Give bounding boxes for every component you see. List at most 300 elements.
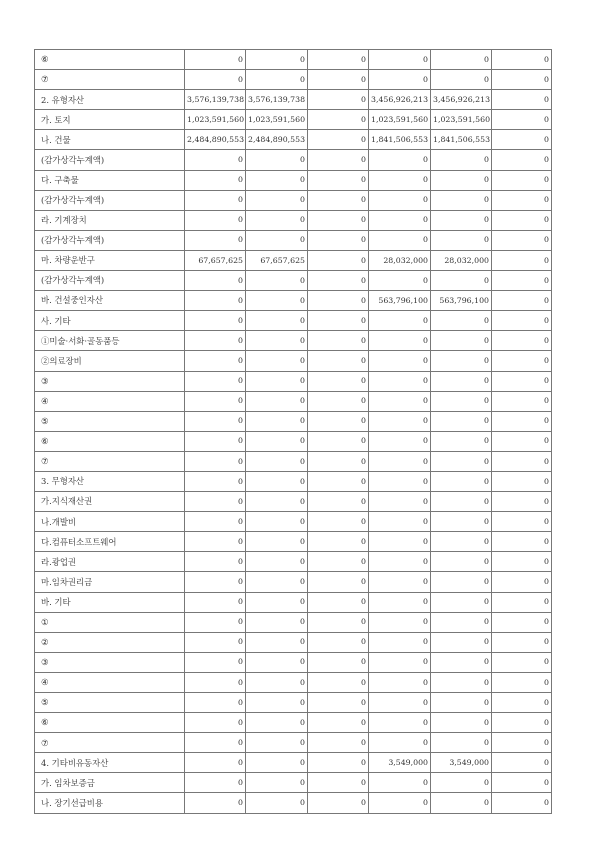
- value-cell: 0: [492, 733, 552, 753]
- table-row: [35, 753, 552, 773]
- value-cell: 0: [369, 492, 431, 512]
- row-label: 라. 기계장치: [35, 210, 185, 230]
- value-cell: 0: [492, 110, 552, 130]
- row-label: 마.임차권리금: [35, 572, 185, 592]
- value-cell: 0: [369, 793, 431, 813]
- value-cell: 0: [369, 391, 431, 411]
- table-row: [35, 672, 552, 692]
- value-cell: 0: [246, 170, 308, 190]
- value-cell: 0: [431, 512, 492, 532]
- value-cell: 0: [246, 652, 308, 672]
- table-row: [35, 371, 552, 391]
- value-cell: 0: [185, 793, 246, 813]
- value-cell: 0: [308, 150, 369, 170]
- row-label: 나.개발비: [35, 512, 185, 532]
- table-row: [35, 331, 552, 351]
- value-cell: 0: [492, 411, 552, 431]
- value-cell: 0: [369, 150, 431, 170]
- value-cell: 1,023,591,560: [431, 110, 492, 130]
- value-cell: 0: [308, 391, 369, 411]
- value-cell: 0: [308, 652, 369, 672]
- value-cell: 0: [369, 652, 431, 672]
- value-cell: 0: [246, 411, 308, 431]
- value-cell: 0: [431, 371, 492, 391]
- value-cell: 0: [431, 230, 492, 250]
- value-cell: 0: [492, 652, 552, 672]
- value-cell: 0: [492, 713, 552, 733]
- value-cell: 0: [246, 693, 308, 713]
- row-label: ③: [35, 371, 185, 391]
- value-cell: 0: [308, 271, 369, 291]
- value-cell: 0: [369, 210, 431, 230]
- value-cell: 0: [185, 652, 246, 672]
- value-cell: 0: [185, 431, 246, 451]
- value-cell: 0: [185, 471, 246, 491]
- value-cell: 0: [369, 572, 431, 592]
- value-cell: 0: [246, 672, 308, 692]
- table-row: [35, 311, 552, 331]
- value-cell: 0: [431, 492, 492, 512]
- value-cell: 563,796,100: [431, 291, 492, 311]
- value-cell: 0: [185, 693, 246, 713]
- value-cell: 0: [369, 170, 431, 190]
- row-label: 사. 기타: [35, 311, 185, 331]
- table-row: [35, 210, 552, 230]
- value-cell: 0: [308, 572, 369, 592]
- value-cell: 0: [492, 331, 552, 351]
- value-cell: 0: [185, 512, 246, 532]
- value-cell: 0: [431, 271, 492, 291]
- table-row: [35, 693, 552, 713]
- value-cell: 0: [185, 50, 246, 70]
- value-cell: 0: [369, 733, 431, 753]
- row-label: (감가상각누계액): [35, 271, 185, 291]
- row-label: ⑦: [35, 733, 185, 753]
- table-row: [35, 271, 552, 291]
- value-cell: 0: [369, 693, 431, 713]
- row-label: ②의료장비: [35, 351, 185, 371]
- value-cell: 0: [492, 150, 552, 170]
- asset-table: [34, 49, 552, 814]
- value-cell: 0: [369, 411, 431, 431]
- value-cell: 0: [185, 331, 246, 351]
- value-cell: 0: [492, 532, 552, 552]
- value-cell: 3,456,926,213: [369, 90, 431, 110]
- value-cell: 0: [492, 492, 552, 512]
- value-cell: 0: [431, 431, 492, 451]
- value-cell: 0: [308, 130, 369, 150]
- value-cell: 0: [369, 773, 431, 793]
- value-cell: 0: [308, 190, 369, 210]
- value-cell: 0: [185, 70, 246, 90]
- value-cell: 0: [492, 90, 552, 110]
- row-label: 나. 장기선급비용: [35, 793, 185, 813]
- value-cell: 0: [431, 713, 492, 733]
- row-label: (감가상각누계액): [35, 150, 185, 170]
- table-row: [35, 612, 552, 632]
- value-cell: 0: [246, 713, 308, 733]
- value-cell: 0: [185, 632, 246, 652]
- value-cell: 0: [492, 773, 552, 793]
- value-cell: 0: [308, 492, 369, 512]
- value-cell: 0: [246, 70, 308, 90]
- value-cell: 0: [369, 431, 431, 451]
- value-cell: 0: [492, 50, 552, 70]
- value-cell: 0: [185, 713, 246, 733]
- value-cell: 28,032,000: [369, 250, 431, 270]
- value-cell: 0: [246, 552, 308, 572]
- value-cell: 0: [492, 271, 552, 291]
- value-cell: 0: [369, 230, 431, 250]
- value-cell: 0: [492, 632, 552, 652]
- value-cell: 0: [308, 230, 369, 250]
- value-cell: 3,549,000: [431, 753, 492, 773]
- value-cell: 3,576,139,738: [246, 90, 308, 110]
- table-row: [35, 90, 552, 110]
- value-cell: 0: [492, 250, 552, 270]
- table-row: [35, 451, 552, 471]
- value-cell: 0: [492, 311, 552, 331]
- row-label: ④: [35, 672, 185, 692]
- value-cell: 0: [308, 592, 369, 612]
- value-cell: 2,484,890,553: [185, 130, 246, 150]
- value-cell: 0: [185, 150, 246, 170]
- value-cell: 0: [308, 110, 369, 130]
- value-cell: 0: [492, 190, 552, 210]
- value-cell: 0: [369, 471, 431, 491]
- row-label: (감가상각누계액): [35, 230, 185, 250]
- value-cell: 1,023,591,560: [246, 110, 308, 130]
- value-cell: 0: [431, 632, 492, 652]
- value-cell: 0: [185, 492, 246, 512]
- value-cell: 0: [246, 50, 308, 70]
- value-cell: 0: [185, 230, 246, 250]
- value-cell: 0: [369, 331, 431, 351]
- table-row: [35, 50, 552, 70]
- value-cell: 0: [369, 532, 431, 552]
- row-label: ②: [35, 632, 185, 652]
- value-cell: 0: [246, 632, 308, 652]
- value-cell: 0: [369, 713, 431, 733]
- value-cell: 0: [185, 592, 246, 612]
- value-cell: 0: [431, 612, 492, 632]
- table-row: [35, 250, 552, 270]
- row-label: ⑦: [35, 70, 185, 90]
- row-label: 가.지식재산권: [35, 492, 185, 512]
- table-row: [35, 110, 552, 130]
- value-cell: 0: [492, 592, 552, 612]
- value-cell: 0: [431, 572, 492, 592]
- table-row: [35, 170, 552, 190]
- table-row: [35, 351, 552, 371]
- row-label: (감가상각누계액): [35, 190, 185, 210]
- value-cell: 0: [308, 70, 369, 90]
- table-row: [35, 391, 552, 411]
- row-label: ⑥: [35, 431, 185, 451]
- value-cell: 0: [369, 672, 431, 692]
- value-cell: 0: [185, 271, 246, 291]
- value-cell: 0: [246, 471, 308, 491]
- value-cell: 0: [308, 210, 369, 230]
- table-body: [35, 50, 552, 814]
- row-label: ⑥: [35, 713, 185, 733]
- value-cell: 0: [308, 552, 369, 572]
- value-cell: 0: [431, 351, 492, 371]
- table-row: [35, 572, 552, 592]
- row-label: 4. 기타비유동자산: [35, 753, 185, 773]
- value-cell: 0: [246, 572, 308, 592]
- value-cell: 563,796,100: [369, 291, 431, 311]
- value-cell: 0: [308, 431, 369, 451]
- table-row: [35, 713, 552, 733]
- value-cell: 0: [369, 592, 431, 612]
- value-cell: 0: [185, 190, 246, 210]
- value-cell: 0: [185, 733, 246, 753]
- value-cell: 0: [492, 512, 552, 532]
- value-cell: 0: [246, 512, 308, 532]
- value-cell: 0: [246, 451, 308, 471]
- value-cell: 0: [431, 190, 492, 210]
- table-row: [35, 773, 552, 793]
- value-cell: 0: [369, 271, 431, 291]
- value-cell: 1,841,506,553: [431, 130, 492, 150]
- value-cell: 0: [492, 291, 552, 311]
- value-cell: 0: [492, 391, 552, 411]
- value-cell: 0: [185, 371, 246, 391]
- value-cell: 0: [185, 773, 246, 793]
- value-cell: 0: [431, 471, 492, 491]
- value-cell: 0: [185, 672, 246, 692]
- value-cell: 0: [308, 532, 369, 552]
- value-cell: 0: [492, 753, 552, 773]
- table-row: [35, 190, 552, 210]
- value-cell: 0: [308, 291, 369, 311]
- value-cell: 0: [308, 672, 369, 692]
- table-row: [35, 291, 552, 311]
- value-cell: 0: [308, 793, 369, 813]
- table-row: [35, 411, 552, 431]
- value-cell: 0: [431, 150, 492, 170]
- value-cell: 0: [308, 612, 369, 632]
- row-label: 바. 기타: [35, 592, 185, 612]
- value-cell: 0: [185, 753, 246, 773]
- value-cell: 0: [246, 773, 308, 793]
- value-cell: 0: [369, 552, 431, 572]
- value-cell: 0: [246, 532, 308, 552]
- value-cell: 3,576,139,738: [185, 90, 246, 110]
- table-row: [35, 70, 552, 90]
- table-row: [35, 793, 552, 813]
- table-row: [35, 230, 552, 250]
- row-label: ①미술·서화·골동품등: [35, 331, 185, 351]
- row-label: 가. 토지: [35, 110, 185, 130]
- value-cell: 67,657,625: [246, 250, 308, 270]
- value-cell: 0: [185, 351, 246, 371]
- value-cell: 0: [246, 230, 308, 250]
- value-cell: 0: [308, 351, 369, 371]
- table-row: [35, 592, 552, 612]
- value-cell: 0: [246, 492, 308, 512]
- value-cell: 0: [246, 391, 308, 411]
- row-label: ⑤: [35, 411, 185, 431]
- value-cell: 0: [431, 672, 492, 692]
- value-cell: 0: [431, 552, 492, 572]
- row-label: 다. 구축물: [35, 170, 185, 190]
- value-cell: 2,484,890,553: [246, 130, 308, 150]
- value-cell: 1,023,591,560: [369, 110, 431, 130]
- value-cell: 0: [431, 170, 492, 190]
- value-cell: 0: [492, 170, 552, 190]
- value-cell: 0: [308, 371, 369, 391]
- value-cell: 0: [492, 230, 552, 250]
- value-cell: 3,456,926,213: [431, 90, 492, 110]
- row-label: 바. 건설중인자산: [35, 291, 185, 311]
- value-cell: 0: [308, 693, 369, 713]
- table-row: [35, 471, 552, 491]
- value-cell: 0: [185, 411, 246, 431]
- value-cell: 67,657,625: [185, 250, 246, 270]
- value-cell: 0: [492, 672, 552, 692]
- value-cell: 0: [185, 451, 246, 471]
- value-cell: 0: [369, 351, 431, 371]
- value-cell: 0: [431, 311, 492, 331]
- value-cell: 0: [431, 50, 492, 70]
- value-cell: 28,032,000: [431, 250, 492, 270]
- table-row: [35, 150, 552, 170]
- row-label: 나. 건물: [35, 130, 185, 150]
- table-row: [35, 733, 552, 753]
- table-row: [35, 632, 552, 652]
- value-cell: 0: [431, 652, 492, 672]
- value-cell: 0: [308, 753, 369, 773]
- row-label: ⑥: [35, 50, 185, 70]
- value-cell: 0: [492, 351, 552, 371]
- value-cell: 0: [246, 592, 308, 612]
- value-cell: 0: [246, 753, 308, 773]
- value-cell: 0: [369, 371, 431, 391]
- row-label: ⑦: [35, 451, 185, 471]
- value-cell: 0: [431, 773, 492, 793]
- value-cell: 0: [246, 733, 308, 753]
- value-cell: 0: [308, 311, 369, 331]
- value-cell: 0: [246, 371, 308, 391]
- value-cell: 0: [369, 612, 431, 632]
- row-label: 3. 무형자산: [35, 471, 185, 491]
- table-row: [35, 431, 552, 451]
- value-cell: 0: [246, 311, 308, 331]
- value-cell: 0: [431, 411, 492, 431]
- value-cell: 0: [185, 391, 246, 411]
- value-cell: 0: [185, 210, 246, 230]
- table-row: [35, 532, 552, 552]
- value-cell: 0: [246, 210, 308, 230]
- value-cell: 0: [308, 451, 369, 471]
- value-cell: 0: [308, 512, 369, 532]
- value-cell: 0: [308, 331, 369, 351]
- value-cell: 0: [431, 793, 492, 813]
- value-cell: 0: [492, 471, 552, 491]
- value-cell: 0: [431, 451, 492, 471]
- value-cell: 0: [308, 50, 369, 70]
- value-cell: 0: [492, 793, 552, 813]
- value-cell: 0: [492, 451, 552, 471]
- value-cell: 0: [308, 411, 369, 431]
- value-cell: 0: [492, 70, 552, 90]
- value-cell: 0: [492, 693, 552, 713]
- value-cell: 0: [492, 572, 552, 592]
- value-cell: 0: [308, 733, 369, 753]
- row-label: ③: [35, 652, 185, 672]
- value-cell: 0: [308, 471, 369, 491]
- row-label: 2. 유형자산: [35, 90, 185, 110]
- value-cell: 0: [308, 90, 369, 110]
- value-cell: 0: [431, 70, 492, 90]
- value-cell: 0: [492, 130, 552, 150]
- value-cell: 0: [185, 170, 246, 190]
- value-cell: 1,023,591,560: [185, 110, 246, 130]
- row-label: 가. 임차보증금: [35, 773, 185, 793]
- value-cell: 0: [246, 271, 308, 291]
- value-cell: 0: [431, 391, 492, 411]
- value-cell: 0: [431, 693, 492, 713]
- value-cell: 0: [369, 451, 431, 471]
- value-cell: 3,549,000: [369, 753, 431, 773]
- table-row: [35, 492, 552, 512]
- value-cell: 0: [185, 311, 246, 331]
- table-row: [35, 130, 552, 150]
- value-cell: 0: [308, 250, 369, 270]
- value-cell: 0: [431, 532, 492, 552]
- value-cell: 0: [369, 632, 431, 652]
- value-cell: 0: [369, 70, 431, 90]
- value-cell: 0: [308, 773, 369, 793]
- row-label: ⑤: [35, 693, 185, 713]
- value-cell: 1,841,506,553: [369, 130, 431, 150]
- value-cell: 0: [308, 713, 369, 733]
- value-cell: 0: [492, 552, 552, 572]
- value-cell: 0: [246, 351, 308, 371]
- value-cell: 0: [308, 170, 369, 190]
- value-cell: 0: [185, 612, 246, 632]
- value-cell: 0: [369, 190, 431, 210]
- table-row: [35, 652, 552, 672]
- value-cell: 0: [246, 331, 308, 351]
- row-label: ④: [35, 391, 185, 411]
- table-row: [35, 552, 552, 572]
- value-cell: 0: [492, 371, 552, 391]
- row-label: 마. 차량운반구: [35, 250, 185, 270]
- value-cell: 0: [246, 291, 308, 311]
- value-cell: 0: [185, 572, 246, 592]
- value-cell: 0: [246, 190, 308, 210]
- value-cell: 0: [492, 210, 552, 230]
- value-cell: 0: [185, 532, 246, 552]
- value-cell: 0: [308, 632, 369, 652]
- table-row: [35, 512, 552, 532]
- value-cell: 0: [246, 431, 308, 451]
- value-cell: 0: [246, 793, 308, 813]
- value-cell: 0: [185, 552, 246, 572]
- value-cell: 0: [369, 311, 431, 331]
- value-cell: 0: [431, 592, 492, 612]
- value-cell: 0: [246, 150, 308, 170]
- value-cell: 0: [492, 612, 552, 632]
- row-label: 라.광업권: [35, 552, 185, 572]
- value-cell: 0: [492, 431, 552, 451]
- value-cell: 0: [431, 733, 492, 753]
- row-label: ①: [35, 612, 185, 632]
- row-label: 다.컴퓨터소프트웨어: [35, 532, 185, 552]
